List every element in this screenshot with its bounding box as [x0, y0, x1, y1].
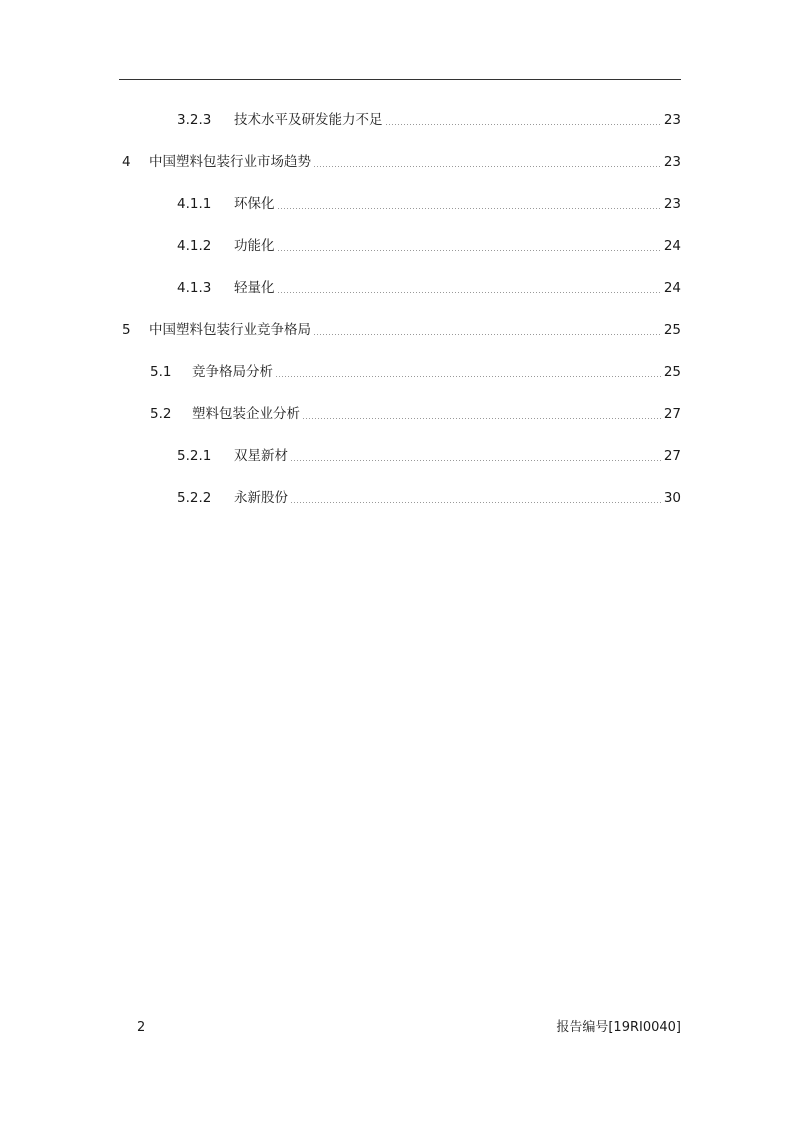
toc-entry-title: 永新股份 [234, 490, 288, 506]
toc-entry-title: 竞争格局分析 [192, 364, 273, 380]
toc-leader-dots [385, 124, 662, 125]
toc-entry[interactable] [122, 318, 681, 338]
toc-entry-number: 5 [122, 322, 131, 338]
toc-leader-dots [277, 250, 662, 251]
toc-entry[interactable] [150, 360, 681, 380]
toc-entry-title: 塑料包装企业分析 [192, 406, 300, 422]
toc-leader-dots [313, 334, 662, 335]
toc-entry-number: 5.2 [150, 406, 172, 422]
toc-entry[interactable] [177, 276, 681, 296]
toc-entry-number: 5.1 [150, 364, 172, 380]
toc-entry-page: 23 [663, 196, 681, 212]
toc-entry[interactable] [177, 234, 681, 254]
toc-entry[interactable] [177, 486, 681, 506]
toc-entry-number: 5.2.2 [177, 490, 212, 506]
toc-entry-page: 27 [663, 448, 681, 464]
toc-leader-dots [302, 418, 662, 419]
toc-entry-number: 4.1.3 [177, 280, 212, 296]
toc-entry-number: 4.1.2 [177, 238, 212, 254]
toc-entry[interactable] [150, 402, 681, 422]
toc-entry-title: 环保化 [234, 196, 275, 212]
toc-entry-page: 27 [663, 406, 681, 422]
toc-entry-number: 5.2.1 [177, 448, 212, 464]
toc-leader-dots [290, 460, 662, 461]
toc-entry-number: 4 [122, 154, 131, 170]
toc-entry[interactable] [122, 150, 681, 170]
toc-entry-page: 25 [663, 364, 681, 380]
toc-entry-title: 轻量化 [234, 280, 275, 296]
toc-entry-page: 24 [663, 280, 681, 296]
toc-entry-page: 23 [663, 112, 681, 128]
footer-page-number: 2 [137, 1020, 146, 1035]
toc-entry-title: 双星新材 [234, 448, 288, 464]
toc-entry-title: 中国塑料包装行业市场趋势 [149, 154, 311, 170]
toc-entry[interactable] [177, 192, 681, 212]
toc-entry-page: 24 [663, 238, 681, 254]
toc-entry-page: 30 [663, 490, 681, 506]
toc-entry-title: 技术水平及研发能力不足 [234, 112, 383, 128]
toc-entry[interactable] [177, 108, 681, 128]
toc-entry-number: 4.1.1 [177, 196, 212, 212]
toc-entry-number: 3.2.3 [177, 112, 212, 128]
toc-leader-dots [277, 208, 662, 209]
toc-leader-dots [290, 502, 662, 503]
toc-entry[interactable] [177, 444, 681, 464]
toc-leader-dots [275, 376, 662, 377]
toc-entry-title: 功能化 [234, 238, 275, 254]
toc-entry-page: 23 [663, 154, 681, 170]
toc-leader-dots [313, 166, 662, 167]
toc-entry-title: 中国塑料包装行业竞争格局 [149, 322, 311, 338]
footer-report-id: 报告编号[19RI0040] [556, 1020, 681, 1035]
toc-entry-page: 25 [663, 322, 681, 338]
header-rule [119, 79, 681, 80]
toc-leader-dots [277, 292, 662, 293]
